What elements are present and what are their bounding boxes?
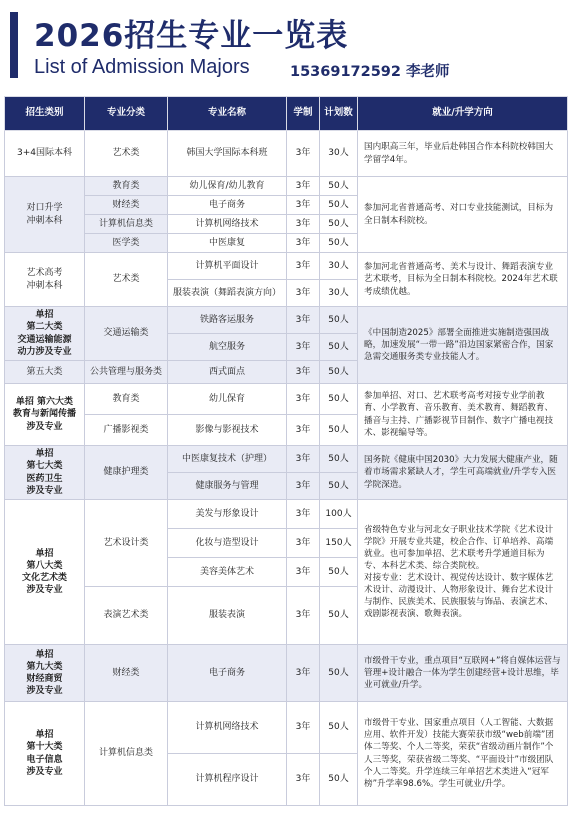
class-cell: 艺术类	[85, 253, 168, 307]
duration-cell: 3年	[287, 384, 320, 415]
duration-cell: 3年	[287, 529, 320, 558]
page-subtitle: List of Admission Majors	[34, 56, 250, 78]
duration-cell: 3年	[287, 131, 320, 177]
duration-cell: 3年	[287, 500, 320, 529]
page-title: 2026招生专业一览表	[34, 18, 349, 54]
class-cell: 表演艺术类	[85, 587, 168, 645]
class-cell: 教育类	[85, 177, 168, 196]
plan-cell: 50人	[320, 384, 358, 415]
major-cell: 计算机平面设计	[168, 253, 287, 280]
contact-phone: 15369172592 李老师	[290, 64, 450, 80]
class-cell: 交通运输类	[85, 307, 168, 361]
duration-cell: 3年	[287, 307, 320, 334]
major-cell: 航空服务	[168, 334, 287, 361]
column-header: 专业名称	[168, 97, 287, 131]
plan-cell: 50人	[320, 234, 358, 253]
major-cell: 美发与形象设计	[168, 500, 287, 529]
duration-cell: 3年	[287, 361, 320, 384]
plan-cell: 50人	[320, 361, 358, 384]
category-cell: 单招 第九大类 财经商贸 涉及专业	[5, 645, 85, 702]
category-cell: 艺术高考 冲刺本科	[5, 253, 85, 307]
class-cell: 医学类	[85, 234, 168, 253]
major-cell: 西式面点	[168, 361, 287, 384]
duration-cell: 3年	[287, 587, 320, 645]
major-cell: 中医康复	[168, 234, 287, 253]
duration-cell: 3年	[287, 215, 320, 234]
major-cell: 服装表演（舞蹈表演方向）	[168, 280, 287, 307]
duration-cell: 3年	[287, 234, 320, 253]
category-cell: 单招 第六大类 教育与新闻传播 涉及专业	[5, 384, 85, 446]
plan-cell: 50人	[320, 587, 358, 645]
category-cell: 对口升学 冲刺本科	[5, 177, 85, 253]
table-row	[5, 177, 568, 196]
major-cell: 化妆与造型设计	[168, 529, 287, 558]
major-cell: 服装表演	[168, 587, 287, 645]
category-cell: 单招 第十大类 电子信息 涉及专业	[5, 702, 85, 806]
major-cell: 健康服务与管理	[168, 473, 287, 500]
duration-cell: 3年	[287, 558, 320, 587]
major-cell: 中医康复技术（护理）	[168, 446, 287, 473]
table-row	[5, 307, 568, 334]
major-cell: 电子商务	[168, 196, 287, 215]
table-row	[5, 253, 568, 280]
class-cell: 计算机信息类	[85, 702, 168, 806]
major-cell: 幼儿保育	[168, 384, 287, 415]
direction-cell: 参加河北省普通高考、对口专业技能测试，目标为全日制本科院校。	[358, 177, 568, 253]
plan-cell: 50人	[320, 702, 358, 754]
class-cell: 公共管理与服务类	[85, 361, 168, 384]
table-row	[5, 446, 568, 473]
plan-cell: 50人	[320, 307, 358, 334]
direction-cell: 市级骨干专业，重点项目“互联网+”将自媒体运营与管理+设计融合一体为学生创建经营+设计思维，毕业可就业/升学。	[358, 645, 568, 702]
direction-cell: 国务院《健康中国2030》大力发展大健康产业，随着市场需求紧缺人才，学生可高端就业/升学专入医学院深造。	[358, 446, 568, 500]
duration-cell: 3年	[287, 473, 320, 500]
major-cell: 影像与影视技术	[168, 415, 287, 446]
direction-cell: 国内职高三年，毕业后赴韩国合作本科院校韩国大学留学4年。	[358, 131, 568, 177]
major-cell: 计算机网络技术	[168, 702, 287, 754]
direction-cell: 参加河北省普通高考、美术与设计、舞蹈表演专业艺术联考，目标为全日制本科院校。2024年艺术联考成绩优越。	[358, 253, 568, 307]
plan-cell: 50人	[320, 196, 358, 215]
plan-cell: 50人	[320, 645, 358, 702]
plan-cell: 50人	[320, 473, 358, 500]
column-header: 就业/升学方向	[358, 97, 568, 131]
class-cell: 教育类	[85, 384, 168, 415]
duration-cell: 3年	[287, 645, 320, 702]
direction-cell: 市级骨干专业、国家重点项目（人工智能、大数据应用、软件开发）技能大赛荣获市级“web前端”团体二等奖、个人二等奖，荣获“省级动画片制作”个人三等奖，荣获省级二等奖、“平面设计”市级团队个人二等奖。升学连续三年单招艺术类进入“冠军榜”升学率98.6%。学生可就业/升学。	[358, 702, 568, 806]
duration-cell: 3年	[287, 253, 320, 280]
category-cell: 单招 第二大类 交通运输能源 动力涉及专业	[5, 307, 85, 361]
plan-cell: 50人	[320, 177, 358, 196]
table-row	[5, 384, 568, 415]
table-row	[5, 500, 568, 529]
major-cell: 电子商务	[168, 645, 287, 702]
column-header: 招生类别	[5, 97, 85, 131]
plan-cell: 30人	[320, 131, 358, 177]
plan-cell: 50人	[320, 558, 358, 587]
column-header: 计划数	[320, 97, 358, 131]
category-cell: 3+4国际本科	[5, 131, 85, 177]
table-row	[5, 702, 568, 754]
duration-cell: 3年	[287, 446, 320, 473]
duration-cell: 3年	[287, 334, 320, 361]
category-cell: 单招 第八大类 文化艺术类 涉及专业	[5, 500, 85, 645]
class-cell: 健康护理类	[85, 446, 168, 500]
admission-table	[4, 96, 568, 806]
category-cell: 第五大类	[5, 361, 85, 384]
column-header: 专业分类	[85, 97, 168, 131]
major-cell: 韩国大学国际本科班	[168, 131, 287, 177]
class-cell: 财经类	[85, 196, 168, 215]
duration-cell: 3年	[287, 415, 320, 446]
table-row	[5, 645, 568, 702]
category-cell: 单招 第七大类 医药卫生 涉及专业	[5, 446, 85, 500]
title-accent-bar	[10, 12, 18, 78]
plan-cell: 50人	[320, 754, 358, 806]
major-cell: 美容美体艺术	[168, 558, 287, 587]
plan-cell: 30人	[320, 280, 358, 307]
class-cell: 艺术类	[85, 131, 168, 177]
duration-cell: 3年	[287, 702, 320, 754]
class-cell: 广播影视类	[85, 415, 168, 446]
major-cell: 铁路客运服务	[168, 307, 287, 334]
duration-cell: 3年	[287, 280, 320, 307]
plan-cell: 30人	[320, 253, 358, 280]
class-cell: 财经类	[85, 645, 168, 702]
class-cell: 艺术设计类	[85, 500, 168, 587]
plan-cell: 150人	[320, 529, 358, 558]
direction-cell: 参加单招、对口、艺术联考高考对接专业学前教育、小学教育、音乐教育、美术教育、舞蹈教育、播音与主持、广播影视节目制作、数字广播电视技术、影视编导等。	[358, 384, 568, 446]
plan-cell: 50人	[320, 334, 358, 361]
plan-cell: 100人	[320, 500, 358, 529]
class-cell: 计算机信息类	[85, 215, 168, 234]
major-cell: 幼儿保育/幼儿教育	[168, 177, 287, 196]
direction-cell: 《中国制造2025》部署全面推进实施制造强国战略，加速发展“一带一路”沿边国家紧密合作，国家急需交通服务类专业技能人才。	[358, 307, 568, 384]
table-row	[5, 131, 568, 177]
column-header: 学制	[287, 97, 320, 131]
plan-cell: 50人	[320, 415, 358, 446]
plan-cell: 50人	[320, 215, 358, 234]
major-cell: 计算机网络技术	[168, 215, 287, 234]
duration-cell: 3年	[287, 177, 320, 196]
table-header-row	[5, 97, 568, 131]
major-cell: 计算机程序设计	[168, 754, 287, 806]
direction-cell: 省级特色专业与河北女子职业技术学院《艺术设计学院》开展专业共建，校企合作、订单培养、高端就业。也可参加单招、艺术联考升学通道目标为专、本科艺术类、综合类院校。 对接专业：艺术设计、视觉传达设计、数字媒体艺术设计、动漫设计、人物形象设计、舞台艺术设计与制作、民族美术、民族服装与饰品、表演艺术、戏剧影视表演、歌舞表演。	[358, 500, 568, 645]
plan-cell: 50人	[320, 446, 358, 473]
duration-cell: 3年	[287, 754, 320, 806]
duration-cell: 3年	[287, 196, 320, 215]
